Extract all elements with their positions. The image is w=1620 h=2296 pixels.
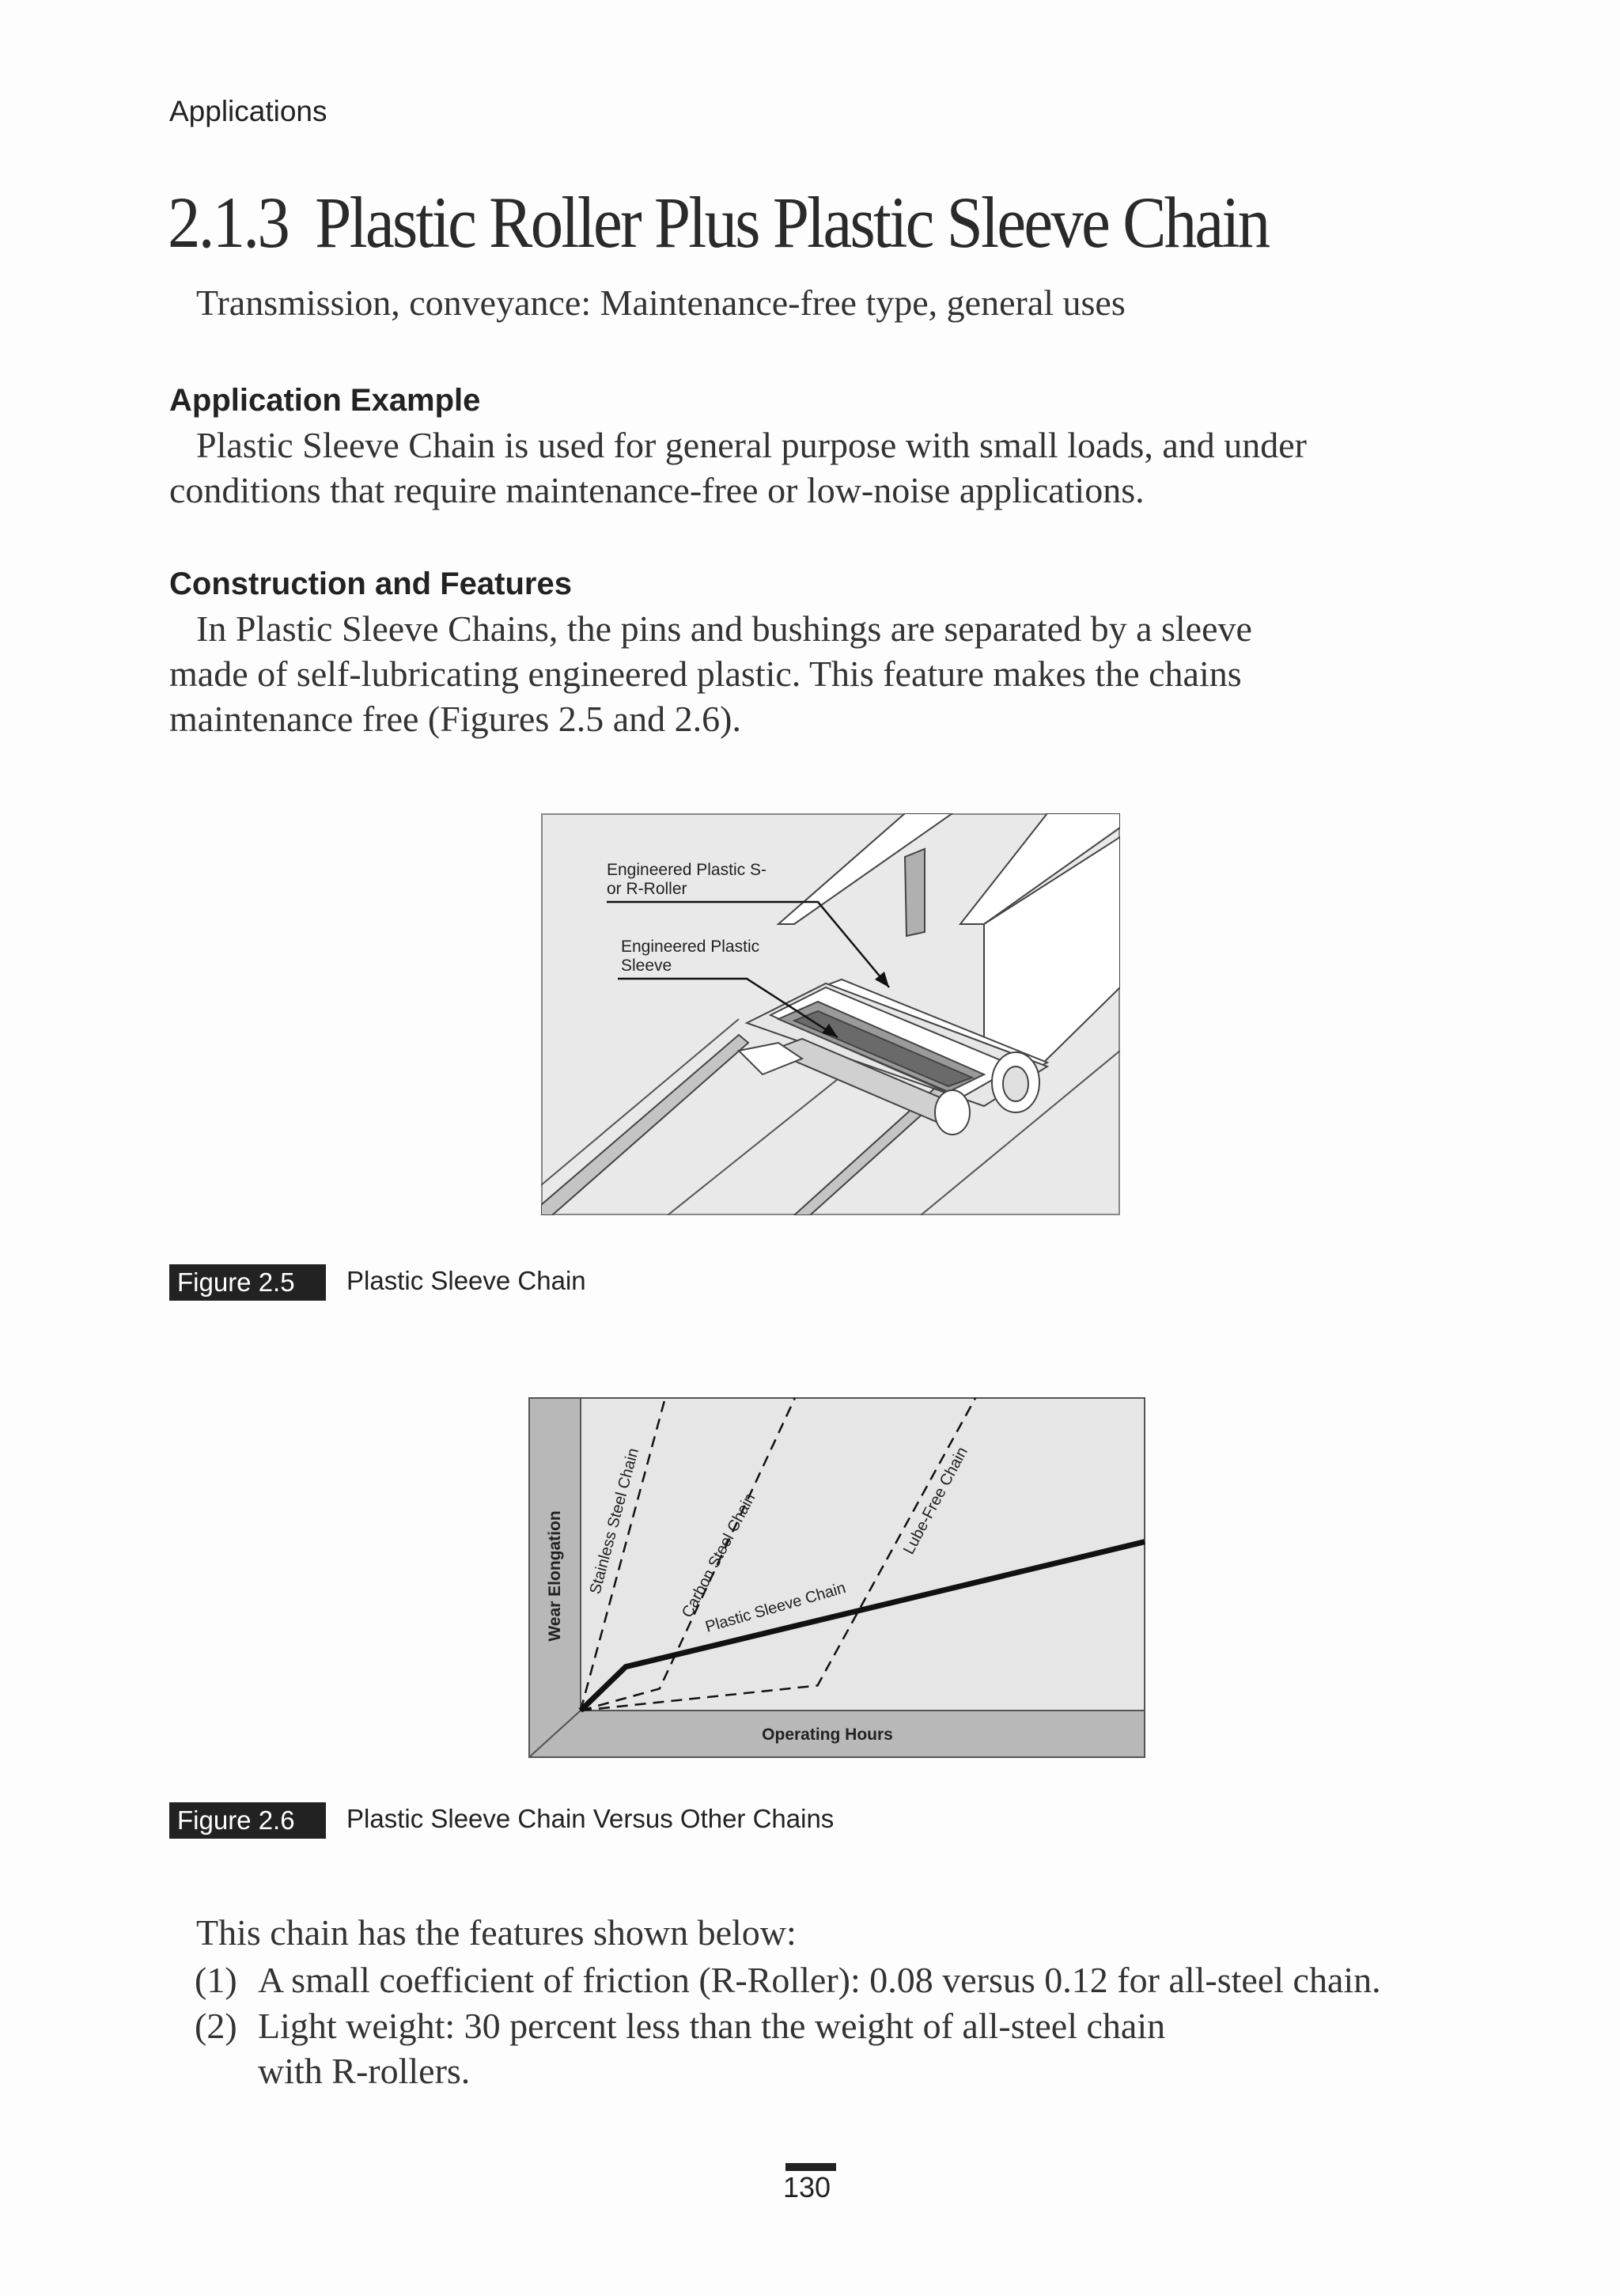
section-subtitle: Transmission, conveyance: Maintenance-free type, general uses	[196, 282, 1126, 323]
paragraph-line: Plastic Sleeve Chain is used for general purpose with small loads, and under	[196, 425, 1307, 465]
feature-text: Light weight: 30 percent less than the weight of all-steel chain	[258, 2006, 1166, 2046]
figure-2-6-chart	[528, 1397, 1145, 1758]
section-number: 2.1.3	[168, 182, 289, 263]
figure-2-5-caption: Plastic Sleeve Chain	[346, 1266, 586, 1295]
running-head: Applications	[169, 95, 327, 127]
series-label-plastic: Plastic Sleeve Chain	[703, 1579, 848, 1636]
page-number-rule	[785, 2163, 836, 2171]
application-example-body	[169, 422, 1451, 513]
application-example-heading: Application Example	[169, 383, 481, 418]
series-label-stainless: Stainless Steel Chain	[586, 1445, 643, 1597]
feature-number: (2)	[195, 2006, 237, 2046]
page-number: 130	[783, 2171, 831, 2203]
figure-2-6-caption: Plastic Sleeve Chain Versus Other Chains	[346, 1804, 835, 1833]
series-label-lube-free: Lube-Free Chain	[899, 1444, 971, 1558]
feature-item	[195, 2003, 1476, 2093]
paragraph-line: maintenance free (Figures 2.5 and 2.6).	[169, 699, 741, 739]
paragraph-line: conditions that require maintenance-free or low-noise applications.	[169, 470, 1145, 510]
svg-text:or R-Roller: or R-Roller	[607, 880, 687, 898]
features-intro: This chain has the features shown below:	[196, 1912, 797, 1953]
x-axis-label: Operating Hours	[762, 1726, 893, 1744]
construction-body	[169, 606, 1451, 741]
y-axis-label: Wear Elongation	[546, 1510, 564, 1642]
feature-item	[195, 1957, 1476, 2002]
paragraph-line: In Plastic Sleeve Chains, the pins and bushings are separated by a sleeve	[196, 608, 1252, 649]
section-title: Plastic Roller Plus Plastic Sleeve Chain	[315, 182, 1269, 263]
feature-number: (1)	[195, 1960, 237, 2000]
series-label-carbon: Carbon Steel Chain	[678, 1490, 759, 1621]
figure-2-6-label: Figure 2.6	[169, 1802, 326, 1839]
svg-text:Engineered Plastic: Engineered Plastic	[621, 938, 760, 956]
construction-heading: Construction and Features	[169, 566, 572, 601]
feature-text-continued: with R-rollers.	[258, 2051, 471, 2091]
paragraph-line: made of self-lubricating engineered plastic. This feature makes the chains	[169, 654, 1242, 694]
figure-2-5-label: Figure 2.5	[169, 1264, 326, 1301]
svg-text:Engineered Plastic S-: Engineered Plastic S-	[607, 861, 766, 879]
feature-text: A small coefficient of friction (R-Roller): 0.08 versus 0.12 for all-steel chain.	[258, 1960, 1381, 2000]
section-heading	[168, 180, 1268, 264]
svg-text:Sleeve: Sleeve	[621, 957, 672, 975]
figure-2-5-illustration	[541, 813, 1120, 1215]
